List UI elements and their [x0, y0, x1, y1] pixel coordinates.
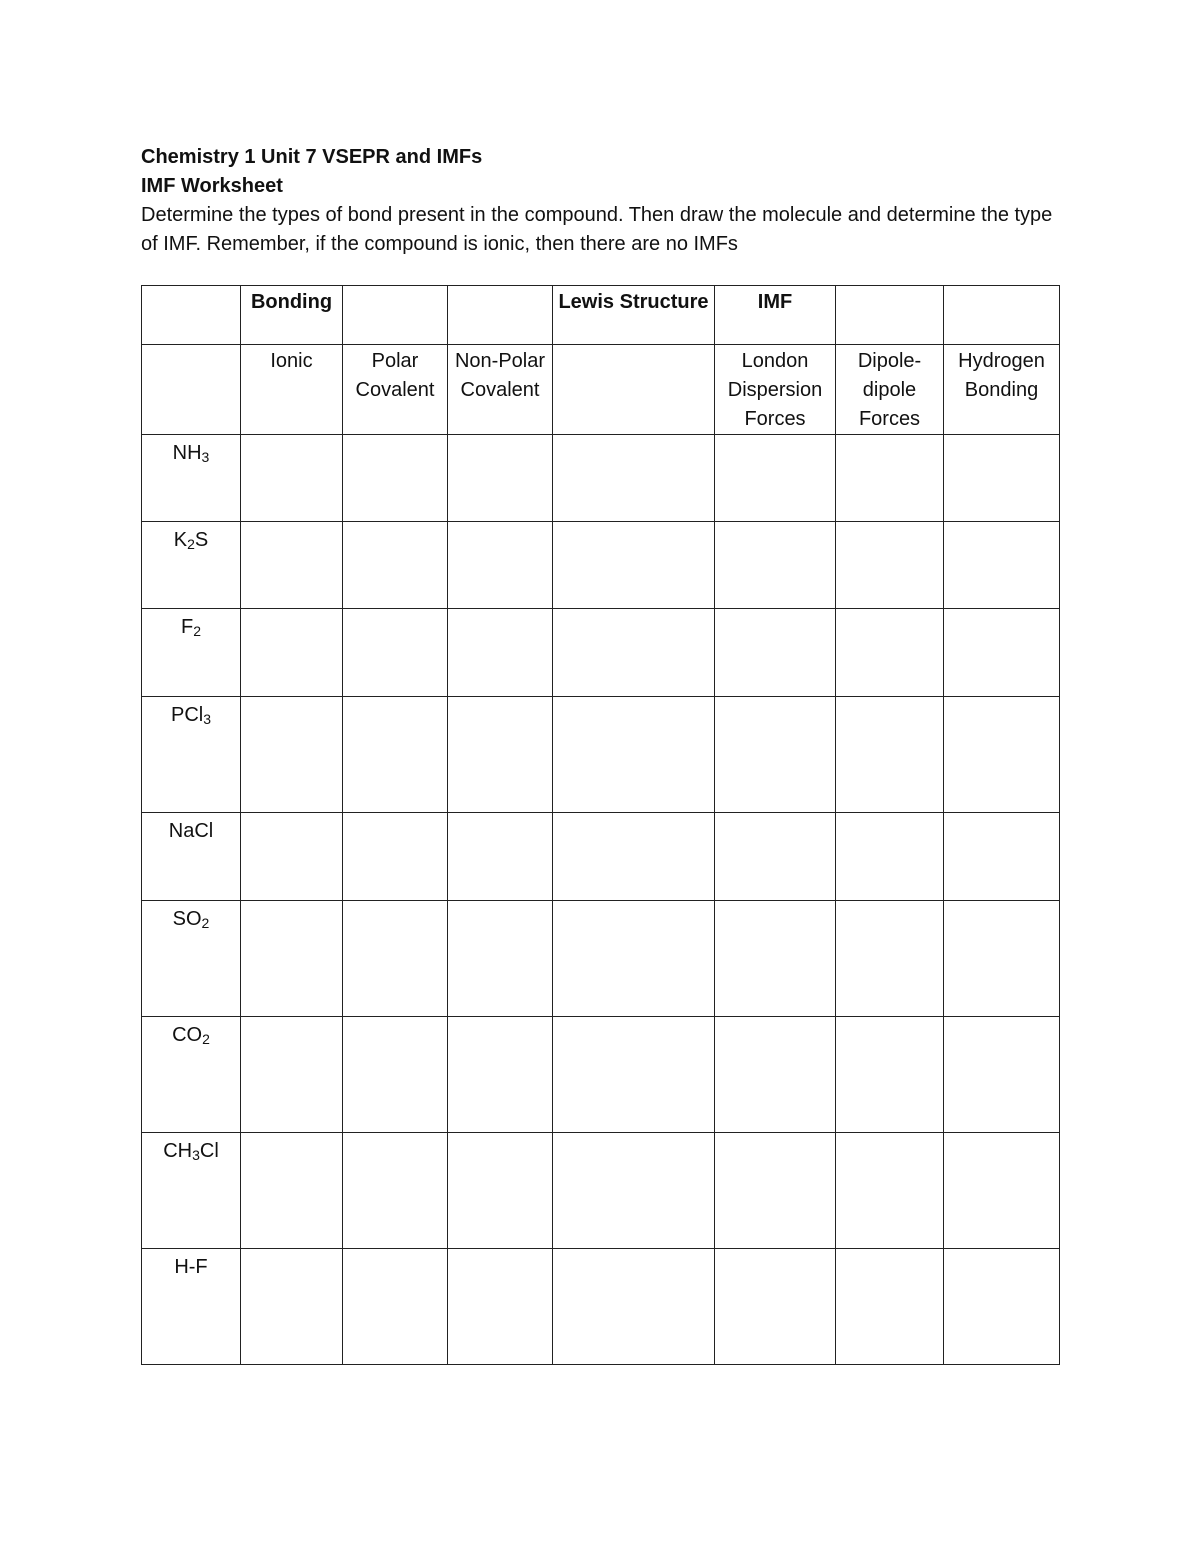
table-row [142, 1249, 1060, 1365]
formula-tail: S [194, 529, 209, 551]
answer-cell [241, 1017, 343, 1133]
answer-cell [944, 435, 1060, 522]
imf-table [141, 285, 1060, 1365]
compound-rows [142, 435, 1060, 1365]
answer-cell [553, 609, 715, 697]
answer-cell [944, 1133, 1060, 1249]
answer-cell [448, 522, 553, 609]
answer-cell [241, 1249, 343, 1365]
table-row [142, 697, 1060, 813]
answer-cell [448, 697, 553, 813]
answer-cell [553, 697, 715, 813]
answer-cell [944, 813, 1060, 901]
answer-cell [715, 609, 836, 697]
instructions-text: Determine the types of bond present in the compound. Then draw the molecule and determine the type of IMF. Remember, if the compound is ionic, then there are no IMFs [141, 204, 1053, 255]
header-cell [448, 286, 553, 345]
header-cell [944, 286, 1060, 345]
answer-cell [448, 1249, 553, 1365]
answer-cell [448, 1133, 553, 1249]
answer-cell [241, 901, 343, 1017]
answer-cell [343, 435, 448, 522]
formula-base: CO [172, 1024, 203, 1046]
answer-cell [241, 813, 343, 901]
table-row [142, 1133, 1060, 1249]
answer-cell [343, 813, 448, 901]
answer-cell [715, 901, 836, 1017]
compound-label [142, 813, 241, 901]
formula-base: F [180, 616, 194, 638]
answer-cell [836, 1133, 944, 1249]
compound-label [142, 522, 241, 609]
answer-cell [343, 1249, 448, 1365]
formula-subscript: 2 [202, 1031, 210, 1047]
formula-base: CH [163, 1140, 193, 1162]
compound-label [142, 901, 241, 1017]
table-row [142, 609, 1060, 697]
answer-cell [553, 1133, 715, 1249]
formula-base: PCl [170, 704, 204, 726]
answer-cell [448, 435, 553, 522]
compound-label [142, 1249, 241, 1365]
answer-cell [836, 901, 944, 1017]
answer-cell [343, 522, 448, 609]
subheader-hydrogen-bonding: Hydrogen Bonding [944, 345, 1060, 435]
table-row [142, 901, 1060, 1017]
answer-cell [241, 522, 343, 609]
answer-cell [553, 1017, 715, 1133]
answer-cell [343, 1133, 448, 1249]
header-cell [343, 286, 448, 345]
formula-tail: Cl [199, 1140, 219, 1162]
answer-cell [241, 609, 343, 697]
answer-cell [553, 813, 715, 901]
answer-cell [715, 813, 836, 901]
compound-label [142, 609, 241, 697]
answer-cell [343, 1017, 448, 1133]
subheader-non-polar-covalent: Non-Polar Covalent [448, 345, 553, 435]
header-cell [836, 286, 944, 345]
answer-cell [944, 697, 1060, 813]
answer-cell [448, 813, 553, 901]
subheader-cell [142, 345, 241, 435]
formula-subscript: 2 [187, 536, 195, 552]
answer-cell [836, 697, 944, 813]
header-row-2 [142, 345, 1060, 435]
formula-base: SO [172, 908, 202, 930]
header-cell-imf: IMF [715, 286, 836, 345]
subheader-london-dispersion: London Dispersion Forces [715, 345, 836, 435]
answer-cell [944, 1249, 1060, 1365]
worksheet-subtitle: IMF Worksheet [141, 175, 283, 197]
answer-cell [715, 522, 836, 609]
answer-cell [836, 813, 944, 901]
answer-cell [944, 1017, 1060, 1133]
answer-cell [343, 697, 448, 813]
header-cell-lewis-structure: Lewis Structure [553, 286, 715, 345]
header-row-1 [142, 286, 1060, 345]
formula-subscript: 3 [192, 1147, 200, 1163]
answer-cell [553, 901, 715, 1017]
formula-subscript: 3 [201, 449, 210, 465]
compound-label [142, 1133, 241, 1249]
answer-cell [836, 1017, 944, 1133]
formula-base: NaCl [168, 820, 214, 842]
answer-cell [715, 1017, 836, 1133]
answer-cell [944, 609, 1060, 697]
table-row [142, 813, 1060, 901]
compound-label [142, 697, 241, 813]
answer-cell [836, 435, 944, 522]
answer-cell [553, 1249, 715, 1365]
compound-label [142, 435, 241, 522]
header-cell-bonding: Bonding [241, 286, 343, 345]
worksheet-title: Chemistry 1 Unit 7 VSEPR and IMFs [141, 146, 483, 168]
compound-label [142, 1017, 241, 1133]
formula-base: K [173, 529, 188, 551]
subheader-cell [553, 345, 715, 435]
answer-cell [836, 1249, 944, 1365]
formula-base: H-F [174, 1256, 208, 1278]
answer-cell [944, 522, 1060, 609]
header-cell [142, 286, 241, 345]
answer-cell [836, 522, 944, 609]
subheader-polar-covalent: Polar Covalent [343, 345, 448, 435]
answer-cell [448, 901, 553, 1017]
answer-cell [715, 1249, 836, 1365]
answer-cell [241, 435, 343, 522]
answer-cell [448, 1017, 553, 1133]
formula-subscript: 3 [203, 711, 212, 727]
table-row [142, 522, 1060, 609]
answer-cell [241, 1133, 343, 1249]
subheader-dipole-dipole: Dipole-dipole Forces [836, 345, 944, 435]
answer-cell [553, 435, 715, 522]
formula-subscript: 2 [193, 623, 201, 639]
subheader-ionic: Ionic [241, 345, 343, 435]
formula-subscript: 2 [201, 915, 210, 931]
answer-cell [343, 609, 448, 697]
answer-cell [448, 609, 553, 697]
answer-cell [553, 522, 715, 609]
answer-cell [343, 901, 448, 1017]
answer-cell [241, 697, 343, 813]
table-row [142, 1017, 1060, 1133]
formula-base: NH [172, 442, 202, 464]
table-row [142, 435, 1060, 522]
answer-cell [836, 609, 944, 697]
answer-cell [715, 697, 836, 813]
answer-cell [715, 1133, 836, 1249]
answer-cell [944, 901, 1060, 1017]
answer-cell [715, 435, 836, 522]
